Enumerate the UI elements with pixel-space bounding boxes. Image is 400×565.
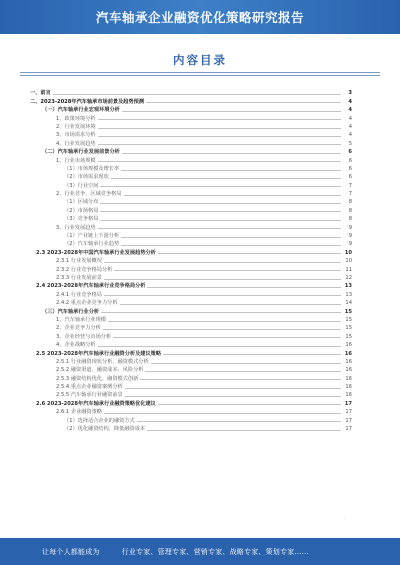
toc-entry[interactable] xyxy=(30,289,352,297)
toc-entry[interactable] xyxy=(30,96,352,104)
toc-entry-text: 2.4.2 重点企业竞争力分析 xyxy=(56,300,118,307)
toc-entry[interactable] xyxy=(30,256,352,264)
toc-entry-page: 7 xyxy=(348,191,352,198)
toc-leader-dots xyxy=(53,94,341,95)
toc-entry-page: 17 xyxy=(345,417,352,424)
toc-entry[interactable] xyxy=(30,348,352,356)
toc-leader-dots xyxy=(146,102,341,103)
toc-entry[interactable] xyxy=(30,164,352,172)
toc-entry-page: 9 xyxy=(348,241,352,248)
toc-entry-page: 3 xyxy=(348,90,352,97)
toc-entry-text: 4、企业战略分析 xyxy=(56,342,96,349)
toc-leader-dots xyxy=(98,228,341,229)
toc-entry-page: 16 xyxy=(345,384,352,391)
toc-entry-text: 2.5.2 融资渠道、融资成本、风险分析 xyxy=(56,367,144,374)
toc-entry[interactable] xyxy=(30,205,352,213)
toc-entry[interactable] xyxy=(30,407,352,415)
toc-entry-text: 2.5.4 重点企业融资案例分析 xyxy=(56,384,123,391)
toc-entry-page: 9 xyxy=(348,233,352,240)
toc-leader-dots xyxy=(104,279,341,280)
toc-top-rule-thin xyxy=(20,75,380,76)
toc-entry-page: 6 xyxy=(348,157,352,164)
toc-entry[interactable] xyxy=(30,147,352,155)
toc-entry-text: 1、政策环境分析 xyxy=(56,115,96,122)
header-banner xyxy=(0,0,400,34)
toc-entry[interactable] xyxy=(30,373,352,381)
toc-entry-text: 2.4 2023-2028年汽车轴承行业竞争格局分析 xyxy=(36,283,146,290)
toc-leader-dots xyxy=(158,404,341,405)
toc-entry[interactable] xyxy=(30,323,352,331)
toc-leader-dots xyxy=(98,128,341,129)
toc-leader-dots xyxy=(121,245,341,246)
toc-entry-text: 3、行业发展趋势 xyxy=(56,224,96,231)
toc-entry-page: 4 xyxy=(348,98,352,105)
toc-leader-dots xyxy=(98,346,341,347)
toc-entry[interactable] xyxy=(30,273,352,281)
toc-entry[interactable] xyxy=(30,298,352,306)
toc-leader-dots xyxy=(147,430,341,431)
toc-entry-text: 2.3 2023-2028年中国汽车轴承行业发展趋势分析 xyxy=(36,249,156,256)
toc-entry[interactable] xyxy=(30,155,352,163)
toc-entry-text: 1、行业市场规模 xyxy=(56,157,96,164)
toc-entry-page: 8 xyxy=(348,216,352,223)
toc-leader-dots xyxy=(100,186,341,187)
toc-entry-page: 15 xyxy=(345,333,352,340)
toc-entry-page: 6 xyxy=(348,149,352,156)
toc-entry-text: （二）汽车轴承行业发展前景分析 xyxy=(42,149,120,156)
toc-entry-text: （1）选择适合企业的融资方式 xyxy=(64,417,135,424)
toc-entry-text: 2.3.1 行业发展概况 xyxy=(56,258,102,265)
toc-entry-text: 2、行业发展环境 xyxy=(56,123,96,130)
toc-entry[interactable] xyxy=(30,264,352,272)
toc-entry-text: （2）市场格局 xyxy=(64,207,99,214)
toc-entry[interactable] xyxy=(30,247,352,255)
toc-entry-text: 1、汽车轴承行业规模 xyxy=(56,316,106,323)
toc-entry-page: 6 xyxy=(348,165,352,172)
toc-entry[interactable] xyxy=(30,239,352,247)
toc-entry[interactable] xyxy=(30,231,352,239)
toc-entry-page: 16 xyxy=(345,367,352,374)
toc-entry-text: 2.5.3 融资结构优化，融资模式创新 xyxy=(56,375,139,382)
toc-leader-dots xyxy=(104,262,341,263)
toc-leader-dots xyxy=(113,337,341,338)
toc-leader-dots xyxy=(122,153,341,154)
toc-entry-page: 13 xyxy=(344,283,352,290)
toc-entry-text: 2.3.3 行业发展前景 xyxy=(56,274,102,281)
toc-leader-dots xyxy=(98,119,341,120)
toc-entry-text: （1）区域分布 xyxy=(64,199,99,206)
toc-entry-page: 15 xyxy=(345,325,352,332)
toc-entry-page: 4 xyxy=(348,107,352,114)
toc-entry-page: 10 xyxy=(344,249,352,256)
toc-leader-dots xyxy=(100,220,341,221)
toc-entry-text: 2、行业竞争、区域竞争格局 xyxy=(56,191,122,198)
toc-entry-page: 16 xyxy=(344,350,352,357)
toc-entry-page: 6 xyxy=(348,174,352,181)
toc-entry[interactable] xyxy=(30,424,352,432)
toc-entry-text: 2.5.1 行业融资现状分析，融资模式分析 xyxy=(56,358,149,365)
toc-entry-text: 2.6.1 企业融资策略 xyxy=(56,409,102,416)
toc-entry-page: 15 xyxy=(345,316,352,323)
toc-entry[interactable] xyxy=(30,130,352,138)
toc-entry-page: 4 xyxy=(348,132,352,139)
page-corner-mark: · xyxy=(344,516,346,521)
toc-entry-page: 13 xyxy=(345,291,352,298)
toc-leader-dots xyxy=(158,253,341,254)
toc-entry[interactable] xyxy=(30,382,352,390)
toc-entry-text: 3、市场需求分析 xyxy=(56,132,96,139)
toc-entry-page: 12 xyxy=(345,274,352,281)
toc-entry[interactable] xyxy=(30,365,352,373)
toc-entry[interactable] xyxy=(30,340,352,348)
toc-entry-text: 2.4.1 行业竞争格局 xyxy=(56,291,102,298)
toc-entry-text: （2）市场需求现状 xyxy=(64,174,109,181)
toc-leader-dots xyxy=(98,136,341,137)
toc-entry-page: 10 xyxy=(345,258,352,265)
toc-entry[interactable] xyxy=(30,306,352,314)
table-of-contents xyxy=(30,88,352,432)
toc-leader-dots xyxy=(137,421,341,422)
toc-entry-page: 16 xyxy=(345,375,352,382)
toc-entry[interactable] xyxy=(30,189,352,197)
toc-entry[interactable] xyxy=(30,281,352,289)
toc-entry[interactable] xyxy=(30,113,352,121)
toc-entry-page: 4 xyxy=(348,123,352,130)
toc-entry[interactable] xyxy=(30,122,352,130)
toc-leader-dots xyxy=(120,304,341,305)
toc-entry-page: 11 xyxy=(345,266,352,273)
toc-entry-text: （1）产业链上下游分析 xyxy=(64,233,120,240)
toc-entry[interactable] xyxy=(30,222,352,230)
toc-leader-dots xyxy=(100,211,341,212)
toc-entry-text: 2、企业竞争力分析 xyxy=(56,325,101,332)
toc-entry-page: 17 xyxy=(344,400,352,407)
toc-leader-dots xyxy=(101,312,341,313)
toc-entry-page: 4 xyxy=(348,115,352,122)
toc-top-rule xyxy=(20,72,380,73)
toc-entry-text: （2）汽车轴承行业趋势 xyxy=(64,241,120,248)
toc-entry[interactable] xyxy=(30,415,352,423)
toc-entry-text: 2.5 2023-2028年汽车轴承行业融资分析及建议策略 xyxy=(36,350,162,357)
toc-entry-text: （三）汽车轴承行业分析 xyxy=(42,308,100,315)
toc-leader-dots xyxy=(145,371,341,372)
toc-leader-dots xyxy=(121,237,341,238)
toc-leader-dots xyxy=(104,295,341,296)
toc-leader-dots xyxy=(98,144,341,145)
toc-entry[interactable] xyxy=(30,138,352,146)
toc-entry-page: 16 xyxy=(345,342,352,349)
toc-leader-dots xyxy=(121,170,341,171)
toc-entry-page: 8 xyxy=(348,199,352,206)
toc-entry-text: 2.5.5 汽车轴承行业融资前景 xyxy=(56,392,123,399)
toc-leader-dots xyxy=(147,287,341,288)
toc-entry-page: 14 xyxy=(345,300,352,307)
toc-leader-dots xyxy=(111,178,341,179)
toc-leader-dots xyxy=(140,379,341,380)
toc-entry[interactable] xyxy=(30,88,352,96)
toc-leader-dots xyxy=(125,396,341,397)
toc-entry-text: （3）行业空间 xyxy=(64,182,99,189)
toc-entry-page: 9 xyxy=(348,224,352,231)
toc-entry-page: 16 xyxy=(345,358,352,365)
toc-entry-page: 15 xyxy=(344,308,352,315)
footer-bar xyxy=(0,538,400,565)
toc-leader-dots xyxy=(122,111,341,112)
toc-entry[interactable] xyxy=(30,398,352,406)
toc-entry[interactable] xyxy=(30,390,352,398)
toc-entry[interactable] xyxy=(30,172,352,180)
toc-entry[interactable] xyxy=(30,214,352,222)
toc-entry-text: 2.6 2023-2028年汽车轴承行业融资策略优化建议 xyxy=(36,400,156,407)
toc-entry-page: 8 xyxy=(348,207,352,214)
toc-leader-dots xyxy=(98,161,341,162)
report-title: 汽车轴承企业融资优化策略研究报告 xyxy=(95,10,304,25)
toc-entry[interactable] xyxy=(30,357,352,365)
toc-entry[interactable] xyxy=(30,331,352,339)
toc-leader-dots xyxy=(163,354,341,355)
toc-entry-text: 2.3.2 行业竞争格局分析 xyxy=(56,266,113,273)
toc-leader-dots xyxy=(108,321,341,322)
footer-slogan: 让每个人都能成为 xyxy=(42,547,100,556)
toc-heading: 内容目录 xyxy=(173,53,227,67)
toc-entry-text: （3）竞争格局 xyxy=(64,216,99,223)
toc-entry-page: 17 xyxy=(345,409,352,416)
toc-leader-dots xyxy=(114,270,341,271)
toc-leader-dots xyxy=(124,195,341,196)
toc-entry-text: （2）优化融资结构，降低融资成本 xyxy=(64,426,146,433)
toc-leader-dots xyxy=(125,388,341,389)
toc-entry-page: 17 xyxy=(345,426,352,433)
toc-entry-text: （1）市场规模及增长率 xyxy=(64,165,120,172)
toc-entry-text: 二、2023-2028年汽车轴承市场前景及趋势预测 xyxy=(30,98,145,105)
toc-leader-dots xyxy=(100,203,341,204)
toc-entry-page: 5 xyxy=(348,140,352,147)
toc-entry-text: 4、行业发展趋势 xyxy=(56,140,96,147)
toc-entry-text: 3、企业经营与市场分析 xyxy=(56,333,112,340)
toc-leader-dots xyxy=(104,413,341,414)
toc-entry[interactable] xyxy=(30,105,352,113)
toc-leader-dots xyxy=(151,363,341,364)
toc-entry-page: 16 xyxy=(345,392,352,399)
toc-entry[interactable] xyxy=(30,315,352,323)
footer-roles: 行业专家、管理专家、营销专家、战略专家、策划专家…… xyxy=(121,547,309,556)
toc-entry[interactable] xyxy=(30,180,352,188)
toc-leader-dots xyxy=(103,329,341,330)
toc-entry[interactable] xyxy=(30,197,352,205)
toc-entry-text: 一、前言 xyxy=(30,90,51,97)
toc-entry-page: 7 xyxy=(348,182,352,189)
toc-entry-text: （一）汽车轴承行业宏观环境分析 xyxy=(42,107,120,114)
